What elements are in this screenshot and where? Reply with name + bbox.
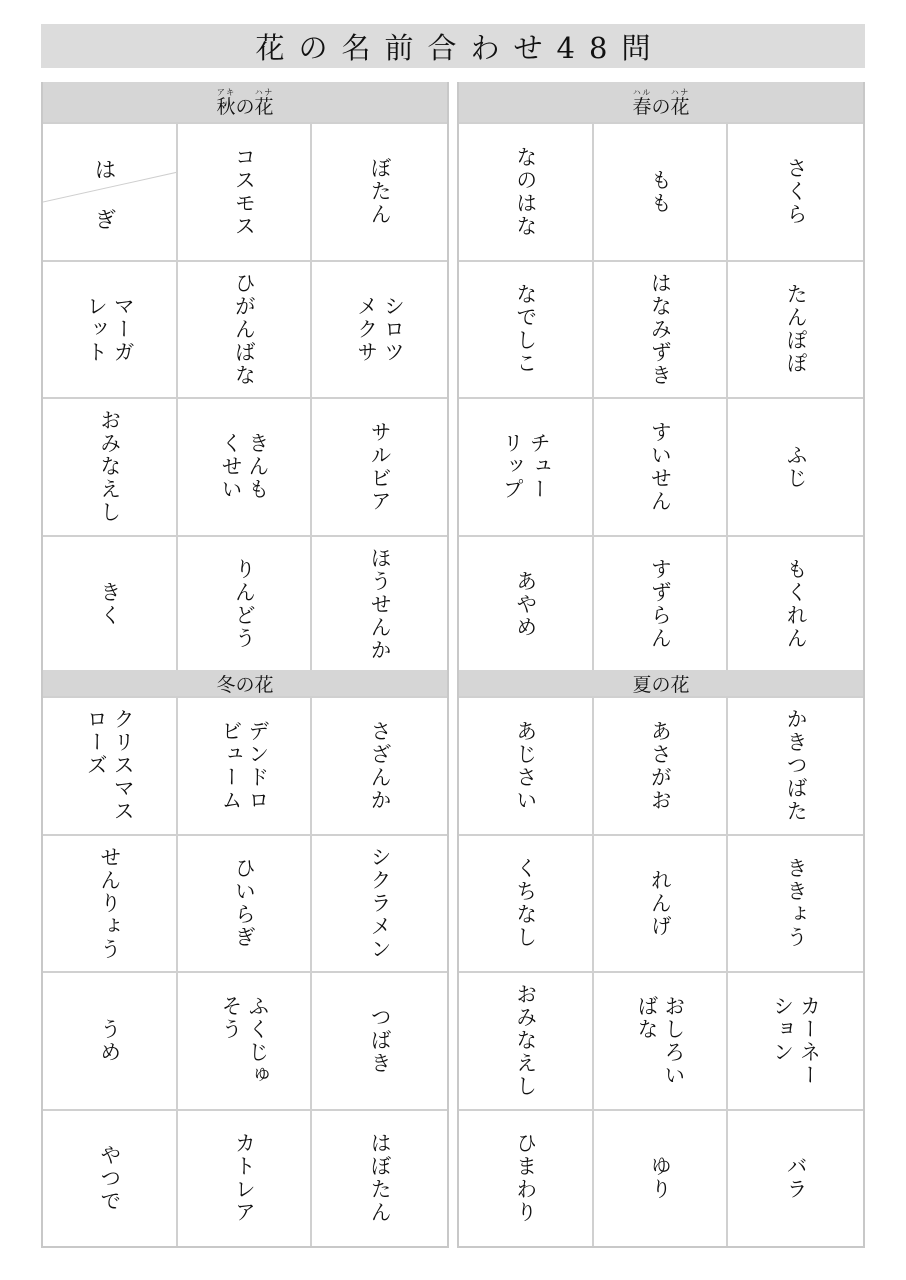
flower-name: おしろい ばな [634,994,686,1087]
section-header-summer [459,670,863,696]
flower-name: つばき [368,1006,393,1076]
section-title-summer: 夏の花 [632,673,690,696]
flower-cell [594,1109,729,1247]
flower-cell [459,122,594,260]
flower-cell [178,260,313,398]
flower-name: ひがんばな [232,271,257,387]
section-title-winter: 冬の花 [216,673,274,696]
flower-cell [728,260,863,398]
flower-cell [459,535,594,673]
flower-name: コスモス [232,145,257,238]
flower-name-bottom: ぎ [95,208,116,232]
flower-name: れんげ [648,868,673,938]
flower-name: シクラメン [368,845,393,961]
flower-name: デンドロ ビューム [218,719,270,812]
flower-cell [459,260,594,398]
flower-name: はなみずき [648,271,673,387]
flower-cell [178,122,313,260]
flower-name: チュー リップ [500,432,552,502]
flower-cell [728,535,863,673]
flower-cell [178,535,313,673]
flower-cell [728,397,863,535]
flower-name-top: は [95,158,116,182]
flower-name: すいせん [648,420,673,513]
flower-cell [312,971,447,1109]
flower-grid-winter [43,696,447,1246]
flower-cell [312,834,447,972]
flower-cell [459,971,594,1109]
flower-cell [178,1109,313,1247]
flower-name: ふくじゅ そう [218,994,270,1087]
flower-name: なのはな [513,145,538,238]
flower-cell [594,397,729,535]
flower-cell [312,1109,447,1247]
flower-name: ゆり [648,1155,673,1202]
flower-name: くちなし [513,857,538,950]
flower-cell [312,535,447,673]
flower-name: バラ [784,1155,809,1202]
flower-name: クリスマス ローズ [84,708,136,824]
flower-name: りんどう [232,558,257,651]
flower-cell [728,1109,863,1247]
flower-cell [728,834,863,972]
flower-name: シロツ メクサ [354,294,406,364]
flower-cell [594,122,729,260]
flower-name: なでしこ [513,283,538,376]
flower-name: たんぽぽ [784,283,809,376]
flower-cell [459,696,594,834]
flower-cell [43,1109,178,1247]
section-title-autumn: 秋アキの花ハナ [216,88,274,118]
flower-grid-autumn [43,122,447,672]
flower-name: マーガ レット [84,294,136,364]
flower-name: カトレア [232,1132,257,1225]
flower-cell [312,397,447,535]
flower-name: ひいらぎ [232,857,257,950]
flower-name: おみなえし [513,983,538,1099]
flower-grid-summer [459,696,863,1246]
flower-cell [43,122,178,260]
flower-name: はぼたん [368,1132,393,1225]
flower-cell [594,834,729,972]
flower-name: さくら [784,157,809,227]
flower-cell [459,397,594,535]
flower-cell [178,834,313,972]
flower-name: カーネー ション [770,994,822,1087]
flower-name: うめ [97,1017,122,1064]
flower-name: ぼたん [368,157,393,227]
flower-name: あじさい [513,719,538,812]
flower-cell [594,971,729,1109]
flower-name: ひまわり [513,1132,538,1225]
page-title: 花の名前合わせ48問 [255,30,665,65]
flower-name: ふじ [784,443,809,490]
flower-name: きんも くせい [218,432,270,502]
flower-cell [594,696,729,834]
flower-name: あやめ [513,569,538,639]
flower-name: もも [648,168,673,215]
flower-cell [43,971,178,1109]
flower-cell [728,696,863,834]
flower-name: やつで [97,1143,122,1213]
section-spring [457,82,865,674]
flower-name: もくれん [784,558,809,651]
flower-cell [459,834,594,972]
flower-cell [43,535,178,673]
flower-name: せんりょう [97,845,122,961]
flower-cell [312,696,447,834]
flower-cell [178,971,313,1109]
divider-line [43,124,176,260]
section-winter [41,670,449,1248]
flower-cell [728,122,863,260]
flower-grid-spring [459,122,863,672]
section-summer [457,670,865,1248]
section-header-autumn [43,82,447,122]
flower-cell [43,834,178,972]
flower-name: サルビア [368,420,393,513]
flower-cell [594,535,729,673]
flower-name: きく [97,581,122,628]
flower-cell [178,696,313,834]
section-autumn [41,82,449,674]
flower-cell [43,260,178,398]
flower-cell [312,122,447,260]
flower-name: ほうせんか [368,546,393,662]
flower-cell [312,260,447,398]
section-title-spring: 春ハルの花ハナ [632,88,690,118]
flower-cell [594,260,729,398]
flower-name: かきつばた [784,708,809,824]
flower-name: すずらん [648,558,673,651]
flower-cell [728,971,863,1109]
flower-name: ききょう [784,857,809,950]
flower-cell [43,696,178,834]
section-header-winter [43,670,447,696]
title-bar [41,24,865,68]
flower-cell [43,397,178,535]
flower-cell [459,1109,594,1247]
flower-cell [178,397,313,535]
section-header-spring [459,82,863,122]
flower-name: おみなえし [97,409,122,525]
flower-name: さざんか [368,719,393,812]
flower-name: あさがお [648,719,673,812]
